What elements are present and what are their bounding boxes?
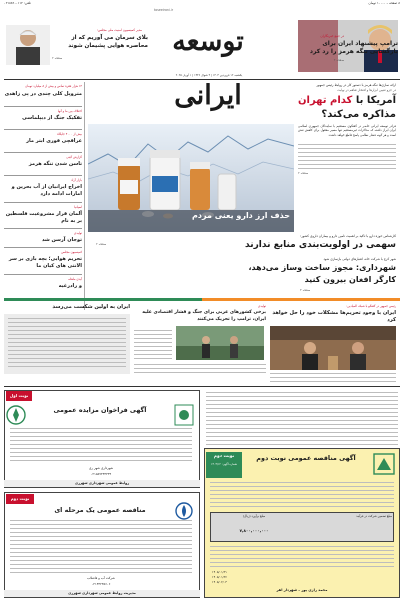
lead-page-ref: صفحه ۲ (298, 171, 309, 175)
sidebar-divider (4, 106, 82, 107)
ad2-table-label: مبلغ تضمین شرکت در فرآیند (356, 514, 392, 518)
sidebar-item-headline: تاسن شدن تنگه هرمز (28, 161, 82, 167)
ad2-body-lines (210, 482, 394, 510)
ad1-footer: روابط عمومی شهرداری شهرری (4, 480, 200, 487)
sidebar-item-kicker: بازار آزاد (71, 178, 82, 182)
lead-kicker: ارائه سازی‌ها تنگه هرمز با دستور کار در روابط رئیس جمهور (316, 83, 396, 87)
ad1-org: شهرداری شهر ری (88, 466, 114, 470)
ad1-logo-icon (174, 404, 194, 426)
lead-headline (218, 95, 396, 107)
ad3-title: مناقصه عمومی یک مرحله ای (54, 506, 146, 514)
ad3-body-lines (10, 520, 192, 576)
mid-center-headline: برخی کشورهای عربی برای جنگ و فشار اقتصادی علیه ایران، ترامپ را تحریک می‌کنند (142, 310, 266, 322)
ad2-col-amount: مبلغ برآورد (ریال) (242, 514, 266, 518)
mid-center-body-lines (134, 330, 172, 362)
ad2-date-3: ۱۴۰۵/۰۲/۰۳ (212, 580, 227, 584)
left-story-page: صفحه ۲ (52, 56, 63, 60)
mid-right-photo (270, 326, 396, 370)
mid-center-photo (176, 326, 264, 360)
sidebar-item-headline: اخراج ایرانیان از آب بحرین و امارات ادامه دارد (11, 184, 82, 197)
sidebar-item-kicker: بیش از ۴۰۰۰ جایگاه (57, 132, 82, 136)
ad2-footer: محمد رازی پور – شهردار اهر (276, 588, 328, 592)
ad2-body-lines-2 (210, 546, 394, 570)
ads-top-rule (4, 386, 400, 387)
mid-right-headline: ایران با وجود تحریم‌ها مشکلات خود را حل خواهد کرد (272, 310, 396, 323)
mid-right-body-lines (270, 373, 396, 385)
sidebar-item-kicker: ۱۳ هزار فقره تماس و بیش از ۸ میلیارد تومان (25, 84, 82, 88)
ad2-date-2: ۱۴۰۵/۰۱/۲۶ (212, 575, 227, 579)
image-page-ref: صفحه ۲ (96, 242, 107, 246)
right-story-page: صفحه ۲ (333, 58, 344, 62)
image-caption: کارشناس حوزه دارو با تاکید بر اهمیت تامین دارو و بیماران داروی کشور: (300, 234, 396, 238)
ceremony-photo (176, 326, 264, 360)
sidebar-item-kicker: آیدی ماهانه (67, 277, 82, 281)
lead-deck: در جزو تعیین ابزارها و افتخار تفاهم در نهایت (337, 88, 396, 92)
ad2-logo-icon (372, 452, 396, 476)
lead-body: فرادر توسعه ایرانی حاضر در گفتگوی مستقیم با نمایندگان جمهوری اسلامی ایران ابراز داشته که مذاکرات غیرمستقیم تنها مسیر معقول برای کاهش تنش است و هر گونه فشار نظامی پاسخ قاطع خواهد داشت (298, 124, 396, 137)
right-story-headline: ترامپ پیشنهاد ایران برای بازگشایی تنگه هرمز را رد کرد (309, 40, 398, 55)
left-story-headline: بلای سرمان می آوریم که از محاصره هوایی پشیمان شوند (68, 35, 148, 49)
sidebar-item-headline: آلمان قرار مشروعیت فلسطین بر به نام (5, 211, 82, 224)
meeting-photo (270, 326, 396, 370)
ad2-date-1: ۱۴۰۵/۰۱/۲۱ (212, 570, 227, 574)
mid-center-kicker: تولیدی (257, 304, 266, 308)
ad1-title: آگهی فراخوان مزایده عمومی (53, 406, 147, 414)
masthead-logo: توسعه ایرانی (172, 26, 244, 111)
ad1-emblem-icon (6, 404, 26, 426)
second-story-headline-1: شهرداری: مجوز ساخت وساز می‌دهد، (248, 263, 396, 272)
sidebar (4, 82, 82, 312)
lead-headline-part-a: آمریکا با (355, 95, 396, 106)
mid-right-kicker: رئیس جمهور در گفتگو با شبکه المیادین: (346, 304, 396, 308)
ad2-amount: ۷,۸۰۰,۰۰۰,۰۰۰ (239, 528, 269, 533)
sidebar-divider (4, 247, 82, 248)
website-label: toseeirani.ir (154, 8, 174, 12)
top-bar-right: ۸ صفحه – ۱۰۰۰۰ تومان (368, 1, 400, 5)
sidebar-item-kicker: گزارش گیتی (66, 155, 82, 159)
section-stripe-green (4, 298, 202, 301)
ad2-badge: نوبت دوم (213, 454, 235, 459)
sidebar-item-kicker: اسپانیا (74, 205, 82, 209)
left-story-kicker: مدیر کمیسیون امنیت ملی مجلس: (96, 28, 142, 32)
mid-left-headline: ایران به اولین شکست می‌رسد (52, 304, 130, 310)
sidebar-item-headline: عراقچی فوری ابتر مار (26, 138, 82, 144)
ad3-org: شرکت آب و فاضلاب (87, 576, 115, 580)
ad1-badge: نوبت اول (6, 391, 32, 401)
right-story-kicker: در جمع خبرنگاران (320, 34, 344, 38)
ad2-subtitle: شماره آگهی: ۱۴۰۴/۱۲ (210, 462, 238, 466)
image-headline-line-2: سهمی در اولویت‌بندی منابع ندارند (245, 240, 396, 250)
ad3-logo-icon (174, 500, 194, 522)
section-stripe-orange (202, 298, 400, 301)
politician-photo (6, 25, 50, 65)
sidebar-item-headline: تحریم هوایی؛ بچه بازی بر سر الانتی های کیان ما (8, 256, 82, 269)
ad1-body-lines (10, 428, 192, 464)
mid-center-body-lines-2 (134, 364, 266, 376)
sidebar-divider (4, 175, 82, 176)
sidebar-divider (4, 228, 82, 229)
sidebar-divider (4, 152, 82, 153)
top-bar-left: تلفن: ۰۲۱۸۸۹۰۰۱۱۲ (4, 1, 31, 5)
sidebar-column-rule (84, 82, 85, 310)
sidebar-divider (4, 274, 82, 275)
image-headline-line-1: حذف ارز دارو یعنی مردم (192, 211, 290, 220)
sidebar-item-headline: توجان آرسن شد (41, 237, 82, 243)
ad2-title: آگهی مناقصه عمومی نوبت دوم (256, 454, 356, 462)
lead-headline-part-b: کدام تهران (297, 95, 353, 106)
sidebar-item-headline: و رادرغیه (58, 283, 82, 289)
sidebar-item-kicker: تولیدی (73, 231, 82, 235)
second-story-page-ref: صفحه ۳ (300, 288, 311, 292)
ad1-phone: ۰۲۱۵۵۹۴۴۴۴۴۴ (90, 472, 112, 476)
second-story-kicker: شهر کرج با شرکت خانه اعتبارهای دولتی بازسازی شود (323, 257, 396, 261)
upper-right-body-lines (206, 392, 398, 448)
sidebar-item-headline: متروپل کلی چندی در پی زاهدی (4, 91, 82, 97)
lead-headline-line-2: مذاکره می‌کند؟ (321, 109, 396, 120)
dateline: یکشنبه ۱۲ فروردین ۱۴۰۴ | ۳ شوال ۱۴۴۶ | ۱ آوریل ۲۰۲۵ (175, 73, 243, 77)
second-story-headline-2: کارگر افغان بیرون کنید (304, 275, 396, 284)
ad3-footer: مدیریت روابط عمومی شهرداری شهرری (4, 590, 200, 597)
ad3-phone: ۰۲۱۴۴۲۴۵۶۰۶ (91, 582, 111, 586)
mid-left-body-lines (8, 318, 126, 370)
masthead-rule (4, 79, 400, 80)
sidebar-divider (4, 129, 82, 130)
sidebar-divider (4, 202, 82, 203)
portrait-image (6, 25, 50, 65)
sidebar-item-headline: تفکیک جنگ از دیپلماسی (22, 115, 82, 121)
sidebar-item-kicker: اختلاف بین ما و آنها (57, 109, 82, 113)
ad3-badge: نوبت دوم (6, 494, 34, 504)
lead-body-lines (298, 144, 396, 172)
sidebar-item-kicker: کمیسیون مجلس (61, 250, 82, 254)
